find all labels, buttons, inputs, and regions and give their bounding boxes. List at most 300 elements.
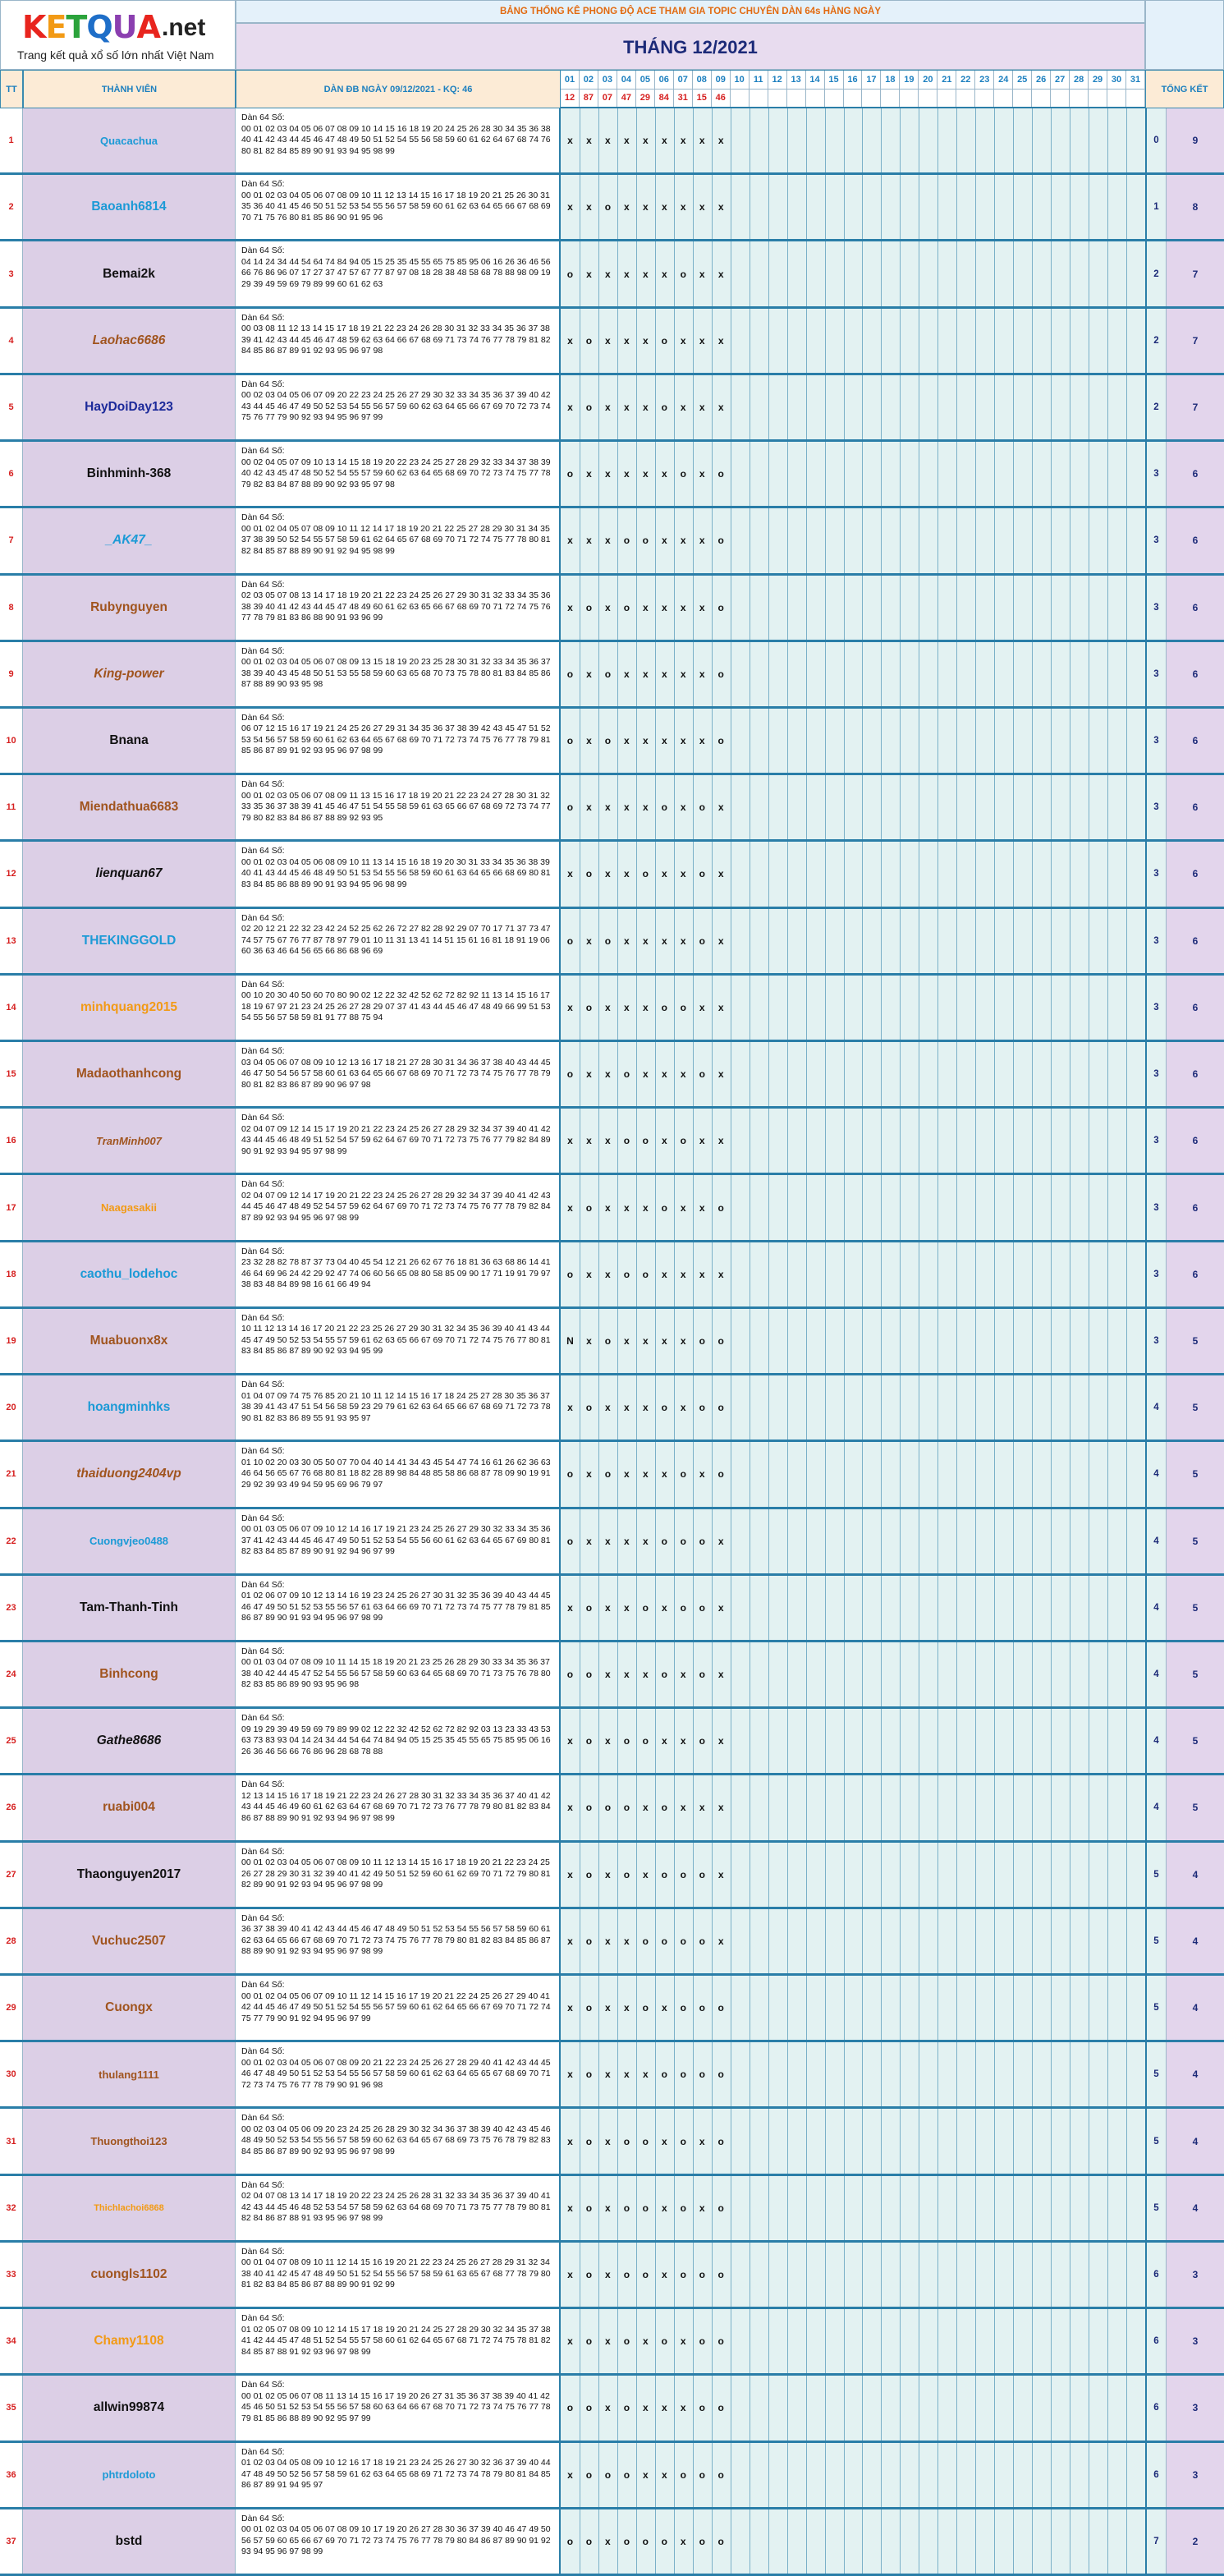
grid-line: [1107, 1909, 1108, 1973]
day-mark: o: [661, 2069, 667, 2081]
grid-line: [768, 1109, 769, 1173]
member-name[interactable]: Cuongx: [23, 1976, 236, 2040]
grid-line: [956, 909, 957, 973]
grid-line: [806, 442, 807, 506]
grid-line: [787, 775, 788, 839]
day-mark: o: [717, 2002, 724, 2014]
member-name[interactable]: Thaonguyen2017: [23, 1843, 236, 1907]
grid-line: [994, 1576, 995, 1640]
day-mark: x: [642, 1334, 649, 1347]
member-name[interactable]: Chamy1108: [23, 2309, 236, 2373]
member-name[interactable]: Cuongvjeo0488: [23, 1509, 236, 1573]
grid-line: [937, 842, 938, 906]
grid-line: [975, 1442, 976, 1506]
logo-letter: T: [66, 9, 87, 45]
grid-line: [956, 442, 957, 506]
grid-line: [844, 375, 845, 439]
day-result: [787, 90, 806, 107]
grid-line: [1051, 1909, 1052, 1973]
day-number: 12: [768, 71, 787, 90]
grid-line: [994, 375, 995, 439]
day-result: [956, 90, 975, 107]
grid-line: [956, 2309, 957, 2373]
grid-line: [787, 1843, 788, 1907]
day-mark: x: [717, 801, 724, 814]
grid-line: [975, 1909, 976, 1973]
grid-line: [825, 375, 826, 439]
day-result: [881, 90, 900, 107]
grid-line: [975, 1709, 976, 1773]
dan-numbers: 00 01 04 07 08 09 10 11 12 14 15 16 19 20 21 22 23 24 25 26 27 28 29 31 32 34 38 40 41 42 45 47 48 49 50 51 52 54 55 56 57 58 59 61 63 65 67 68 77 78 79 80 81 82 83 84 85 86 87 88 89 90 91 92 99: [241, 2257, 551, 2290]
grid-line: [768, 909, 769, 973]
day-mark: o: [699, 1402, 705, 1414]
grid-line: [1051, 2109, 1052, 2173]
dan-numbers-cell: [236, 2376, 561, 2440]
member-name[interactable]: caothu_lodehoc: [23, 1242, 236, 1306]
grid-line: [881, 442, 882, 506]
day-mark: x: [605, 1735, 611, 1747]
day-mark: o: [585, 601, 593, 613]
dan-numbers-cell: [236, 2042, 561, 2106]
day-marks: [561, 1175, 1145, 1239]
row-index: 34: [0, 2309, 23, 2373]
dan-numbers-cell: [236, 1242, 561, 1306]
dan-numbers-cell: [236, 309, 561, 373]
day-mark: x: [717, 934, 724, 947]
member-name[interactable]: Thichlachoi6868: [23, 2176, 236, 2240]
day-mark: x: [624, 1468, 630, 1481]
total-score: 3: [1167, 2309, 1224, 2373]
day-result: [1089, 90, 1107, 107]
grid-line: [787, 375, 788, 439]
grid-line: [768, 1242, 769, 1306]
miss-count: 0: [1145, 108, 1167, 172]
table-row: [0, 775, 1224, 842]
day-mark: x: [567, 1402, 573, 1414]
grid-line: [1013, 508, 1014, 572]
total-score: 6: [1167, 442, 1224, 506]
grid-line: [825, 576, 826, 640]
grid-line: [787, 1242, 788, 1306]
table-row: [0, 642, 1224, 709]
grid-line: [806, 241, 807, 305]
grid-line: [1051, 775, 1052, 839]
grid-line: [768, 2443, 769, 2507]
grid-line: [881, 2109, 882, 2173]
day-mark: x: [624, 735, 630, 747]
grid-line: [975, 1843, 976, 1907]
row-index: 28: [0, 1909, 23, 1973]
member-name[interactable]: THEKINGGOLD: [23, 909, 236, 973]
grid-line: [1126, 1976, 1127, 2040]
table-row: [0, 2243, 1224, 2309]
day-mark: x: [624, 1601, 630, 1614]
day-mark: x: [699, 401, 705, 413]
row-index: 14: [0, 976, 23, 1040]
grid-line: [787, 108, 788, 172]
grid-line: [900, 508, 901, 572]
day-mark: x: [624, 468, 630, 480]
table-row: [0, 1109, 1224, 1175]
grid-line: [1107, 1042, 1108, 1106]
day-result: 15: [693, 90, 712, 107]
grid-line: [881, 1175, 882, 1239]
grid-line: [1013, 775, 1014, 839]
grid-line: [937, 1509, 938, 1573]
total-score: 6: [1167, 1242, 1224, 1306]
member-name[interactable]: cuongls1102: [23, 2243, 236, 2307]
miss-count: 4: [1145, 1442, 1167, 1506]
dan-numbers: 36 37 38 39 40 41 42 43 44 45 46 47 48 49 50 51 52 53 54 55 56 57 58 59 60 61 62 63 64 65 66 67 68 69 70 71 72 73 74 75 76 77 78 79 80 81 82 83 84 85 86 87 88 89 90 91 92 93 94 95 96 97 98 99: [241, 1924, 551, 1957]
member-name[interactable]: hoangminhks: [23, 1375, 236, 1440]
grid-line: [768, 1375, 769, 1440]
grid-line: [806, 1976, 807, 2040]
grid-line: [900, 642, 901, 706]
grid-line: [1126, 576, 1127, 640]
grid-line: [975, 2376, 976, 2440]
miss-count: 3: [1145, 1309, 1167, 1373]
day-mark: o: [680, 2135, 686, 2147]
grid-line: [806, 309, 807, 373]
day-mark: o: [661, 1001, 667, 1013]
grid-line: [1126, 442, 1127, 506]
day-result: [844, 90, 863, 107]
dan-numbers: 00 01 02 03 04 05 06 07 08 09 10 11 12 13 14 15 16 17 18 19 20 21 25 26 30 31 35 36 40 41 45 46 50 51 52 53 54 55 56 57 58 59 60 61 62 63 64 65 66 67 68 69 70 71 75 76 80 81 85 86 90 91 95 96: [241, 190, 551, 223]
grid-line: [994, 442, 995, 506]
grid-line: [956, 576, 957, 640]
row-index: 11: [0, 775, 23, 839]
grid-line: [806, 2376, 807, 2440]
member-name[interactable]: Muabuonx8x: [23, 1309, 236, 1373]
day-mark: o: [699, 1735, 705, 1747]
grid-line: [862, 1042, 863, 1106]
day-result: [862, 90, 881, 107]
grid-line: [768, 108, 769, 172]
grid-line: [825, 241, 826, 305]
day-mark: o: [699, 1868, 705, 1880]
grid-line: [900, 842, 901, 906]
grid-line: [900, 909, 901, 973]
day-mark: x: [680, 668, 686, 680]
day-mark: x: [661, 1735, 667, 1747]
member-name[interactable]: thulang1111: [23, 2042, 236, 2106]
grid-line: [862, 1576, 863, 1640]
day-mark: x: [567, 135, 573, 147]
member-name[interactable]: bstd: [23, 2509, 236, 2574]
grid-line: [1032, 2176, 1033, 2240]
grid-line: [1051, 1976, 1052, 2040]
grid-line: [806, 1042, 807, 1106]
grid-line: [881, 1775, 882, 1839]
day-mark: o: [642, 2535, 649, 2547]
day-mark: x: [642, 2402, 649, 2414]
day-mark: x: [680, 2335, 686, 2348]
grid-line: [994, 2376, 995, 2440]
grid-line: [1032, 108, 1033, 172]
day-mark: o: [585, 2202, 593, 2214]
dan-numbers: 09 19 29 39 49 59 69 79 89 99 02 12 22 32 42 52 62 72 82 92 03 13 23 33 43 53 63 73 83 93 04 14 24 34 44 54 64 74 84 94 05 15 25 35 45 55 65 75 85 95 06 16 26 36 46 56 66 76 86 96 28 68 78 88: [241, 1724, 551, 1756]
row-index: 18: [0, 1242, 23, 1306]
total-score: 6: [1167, 909, 1224, 973]
grid-line: [768, 1576, 769, 1640]
grid-line: [1107, 775, 1108, 839]
grid-line: [844, 2309, 845, 2373]
day-result: [806, 90, 825, 107]
day-marks: [561, 1242, 1145, 1306]
grid-line: [787, 1576, 788, 1640]
grid-line: [806, 1576, 807, 1640]
day-mark: o: [604, 1468, 612, 1481]
total-score: 3: [1167, 2376, 1224, 2440]
grid-line: [768, 1042, 769, 1106]
day-number: 06: [655, 71, 674, 90]
grid-line: [825, 2109, 826, 2173]
total-score: 5: [1167, 1375, 1224, 1440]
day-number: 21: [937, 71, 956, 90]
day-mark: x: [624, 135, 630, 147]
table-row: [0, 2109, 1224, 2175]
day-mark: x: [680, 535, 686, 547]
day-mark: o: [585, 401, 593, 413]
grid-line: [937, 108, 938, 172]
member-name[interactable]: Madaothanhcong: [23, 1042, 236, 1106]
member-name[interactable]: Binhminh-368: [23, 442, 236, 506]
grid-line: [768, 175, 769, 239]
member-name[interactable]: lienquan67: [23, 842, 236, 906]
grid-line: [844, 642, 845, 706]
grid-line: [1032, 1509, 1033, 1573]
grid-line: [1013, 2376, 1014, 2440]
day-marks: [561, 2376, 1145, 2440]
dan-numbers-cell: [236, 1709, 561, 1773]
grid-line: [994, 2309, 995, 2373]
day-mark: o: [680, 2202, 686, 2214]
grid-line: [881, 175, 882, 239]
day-mark: x: [680, 201, 686, 214]
grid-line: [900, 1976, 901, 2040]
day-marks: [561, 2042, 1145, 2106]
day-number: 26: [1032, 71, 1051, 90]
day-mark: o: [680, 268, 686, 280]
day-marks: [561, 1976, 1145, 2040]
total-score: 5: [1167, 1642, 1224, 1706]
grid-line: [881, 1042, 882, 1106]
grid-line: [844, 909, 845, 973]
member-name[interactable]: Naagasakii: [23, 1175, 236, 1239]
member-name[interactable]: Bnana: [23, 709, 236, 773]
day-mark: x: [586, 735, 592, 747]
dan-heading: Dàn 64 Số:: [241, 645, 285, 656]
member-name[interactable]: Quacachua: [23, 108, 236, 172]
grid-line: [768, 576, 769, 640]
grid-line: [975, 108, 976, 172]
member-name[interactable]: King-power: [23, 642, 236, 706]
day-mark: o: [566, 668, 574, 680]
day-mark: x: [642, 601, 649, 613]
grid-line: [994, 2176, 995, 2240]
grid-line: [900, 1309, 901, 1373]
grid-line: [1107, 1175, 1108, 1239]
dan-heading: Dàn 64 Số:: [241, 1980, 285, 1991]
dan-heading: Dàn 64 Số:: [241, 846, 285, 856]
member-name[interactable]: Rubynguyen: [23, 576, 236, 640]
member-name[interactable]: Bemai2k: [23, 241, 236, 305]
grid-line: [1107, 442, 1108, 506]
day-marks: [561, 2176, 1145, 2240]
miss-count: 2: [1145, 309, 1167, 373]
member-name[interactable]: thaiduong2404vp: [23, 1442, 236, 1506]
day-mark: x: [699, 135, 705, 147]
grid-line: [844, 1775, 845, 1839]
member-name[interactable]: _AK47_: [23, 508, 236, 572]
dan-heading: Dàn 64 Số:: [241, 2513, 285, 2523]
dan-numbers-cell: [236, 1576, 561, 1640]
grid-line: [956, 2443, 957, 2507]
member-name[interactable]: Thuongthoi123: [23, 2109, 236, 2173]
grid-line: [862, 976, 863, 1040]
day-mark: x: [605, 2269, 611, 2280]
total-score: 7: [1167, 375, 1224, 439]
grid-line: [862, 2042, 863, 2106]
grid-line: [768, 375, 769, 439]
grid-line: [768, 1909, 769, 1973]
table-row: [0, 842, 1224, 908]
grid-line: [806, 709, 807, 773]
miss-count: 4: [1145, 1642, 1167, 1706]
grid-line: [787, 1909, 788, 1973]
day-mark: x: [605, 2135, 611, 2147]
grid-line: [900, 2176, 901, 2240]
member-name[interactable]: Binhcong: [23, 1642, 236, 1706]
member-name[interactable]: allwin99874: [23, 2376, 236, 2440]
dan-numbers-cell: [236, 1109, 561, 1173]
row-index: 5: [0, 375, 23, 439]
grid-line: [994, 508, 995, 572]
grid-line: [900, 1242, 901, 1306]
grid-line: [1032, 775, 1033, 839]
day-mark: x: [699, 201, 705, 214]
grid-line: [862, 2109, 863, 2173]
grid-line: [768, 842, 769, 906]
day-mark: x: [680, 2535, 686, 2547]
member-name[interactable]: Miendathua6683: [23, 775, 236, 839]
dan-numbers-cell: [236, 1909, 561, 1973]
grid-line: [1107, 108, 1108, 172]
dan-numbers: 02 20 12 21 22 32 23 42 24 52 25 62 26 72 27 82 28 92 29 07 70 17 71 37 73 47 74 57 75 67 76 77 87 78 97 79 01 10 11 31 13 41 14 51 15 61 16 81 18 91 19 06 60 36 63 46 64 56 65 66 86 68 96 69: [241, 924, 551, 957]
grid-line: [806, 842, 807, 906]
grid-line: [937, 1242, 938, 1306]
dan-numbers: 12 13 14 15 16 17 18 19 21 22 23 24 26 27 28 30 31 32 33 34 35 36 37 40 41 42 43 44 45 46 49 60 61 62 63 64 67 68 69 70 71 72 73 76 77 78 79 80 81 82 83 84 86 87 88 89 90 91 92 93 94 96 97 98 99: [241, 1790, 551, 1823]
grid-line: [825, 2509, 826, 2574]
day-mark: o: [642, 1935, 649, 1947]
grid-line: [825, 1775, 826, 1839]
member-name[interactable]: Laohac6686: [23, 309, 236, 373]
day-mark: x: [717, 1735, 724, 1747]
grid-line: [787, 642, 788, 706]
grid-line: [937, 909, 938, 973]
day-mark: o: [623, 2535, 630, 2547]
grid-line: [956, 775, 957, 839]
member-name[interactable]: Gathe8686: [23, 1709, 236, 1773]
grid-line: [975, 709, 976, 773]
day-mark: o: [566, 2535, 574, 2547]
member-name[interactable]: Baoanh6814: [23, 175, 236, 239]
day-mark: x: [661, 2468, 667, 2481]
day-mark: o: [642, 1735, 649, 1747]
row-index: 2: [0, 175, 23, 239]
table-row: [0, 2443, 1224, 2509]
grid-line: [1126, 1442, 1127, 1506]
grid-line: [825, 2042, 826, 2106]
grid-line: [1051, 175, 1052, 239]
grid-line: [881, 642, 882, 706]
miss-count: 5: [1145, 1909, 1167, 1973]
day-result: 07: [598, 90, 617, 107]
member-name[interactable]: minhquang2015: [23, 976, 236, 1040]
dan-numbers-cell: [236, 1309, 561, 1373]
day-mark: x: [717, 1135, 724, 1147]
dan-heading: Dàn 64 Số:: [241, 1713, 285, 1724]
member-name[interactable]: Vuchuc2507: [23, 1909, 236, 1973]
dan-numbers: 04 14 24 34 44 54 64 74 84 94 05 15 25 35 45 55 65 75 85 95 06 16 26 36 46 56 66 76 86 96 07 17 27 37 47 57 67 77 87 97 08 18 28 38 48 58 68 78 88 98 09 19 29 39 49 59 69 79 89 99 60 61 62 63: [241, 256, 551, 289]
grid-line: [787, 2176, 788, 2240]
member-name[interactable]: Tam-Thanh-Tinh: [23, 1576, 236, 1640]
day-mark: x: [699, 1802, 705, 1814]
grid-line: [825, 1909, 826, 1973]
day-mark: x: [717, 1268, 724, 1280]
stats-banner-title: BẢNG THỐNG KÊ PHONG ĐỘ ACE THAM GIA TOPIC CHUYÊN DÀN 64s HÀNG NGÀY: [236, 0, 1145, 23]
grid-line: [768, 1509, 769, 1573]
day-number: 07: [674, 71, 693, 90]
day-mark: x: [586, 1268, 592, 1280]
day-mark: o: [717, 2535, 724, 2547]
grid-line: [787, 576, 788, 640]
grid-line: [1107, 2176, 1108, 2240]
dan-numbers-cell: [236, 241, 561, 305]
dan-heading: Dàn 64 Số:: [241, 1513, 285, 1523]
day-mark: x: [605, 1402, 611, 1414]
row-index: 9: [0, 642, 23, 706]
grid-line: [900, 175, 901, 239]
grid-line: [844, 508, 845, 572]
day-mark: o: [717, 2468, 724, 2481]
member-name[interactable]: TranMinh007: [23, 1109, 236, 1173]
grid-line: [1013, 2243, 1014, 2307]
grid-line: [1013, 1775, 1014, 1839]
dan-numbers-cell: [236, 175, 561, 239]
total-score: 6: [1167, 642, 1224, 706]
grid-line: [1032, 1375, 1033, 1440]
grid-line: [956, 1976, 957, 2040]
row-index: 10: [0, 709, 23, 773]
total-score: 5: [1167, 1509, 1224, 1573]
ketqua-logo[interactable]: [0, 0, 236, 70]
grid-line: [787, 309, 788, 373]
dan-heading: Dàn 64 Số:: [241, 1579, 285, 1590]
grid-line: [806, 1642, 807, 1706]
grid-line: [862, 2443, 863, 2507]
day-mark: x: [605, 2202, 611, 2214]
member-name[interactable]: ruabi004: [23, 1775, 236, 1839]
grid-line: [862, 1843, 863, 1907]
dan-numbers: 00 01 02 04 05 06 07 09 10 11 12 14 15 16 17 19 20 21 22 24 25 26 27 29 40 41 42 44 45 46 47 49 50 51 52 54 55 56 57 59 60 61 62 64 65 66 67 69 70 71 72 74 75 77 79 90 91 92 94 95 96 97 99: [241, 1991, 551, 2023]
day-mark: x: [567, 401, 573, 413]
grid-line: [937, 2109, 938, 2173]
member-name[interactable]: HayDoiDay123: [23, 375, 236, 439]
member-name[interactable]: phtrdoloto: [23, 2443, 236, 2507]
grid-line: [900, 375, 901, 439]
grid-line: [844, 709, 845, 773]
